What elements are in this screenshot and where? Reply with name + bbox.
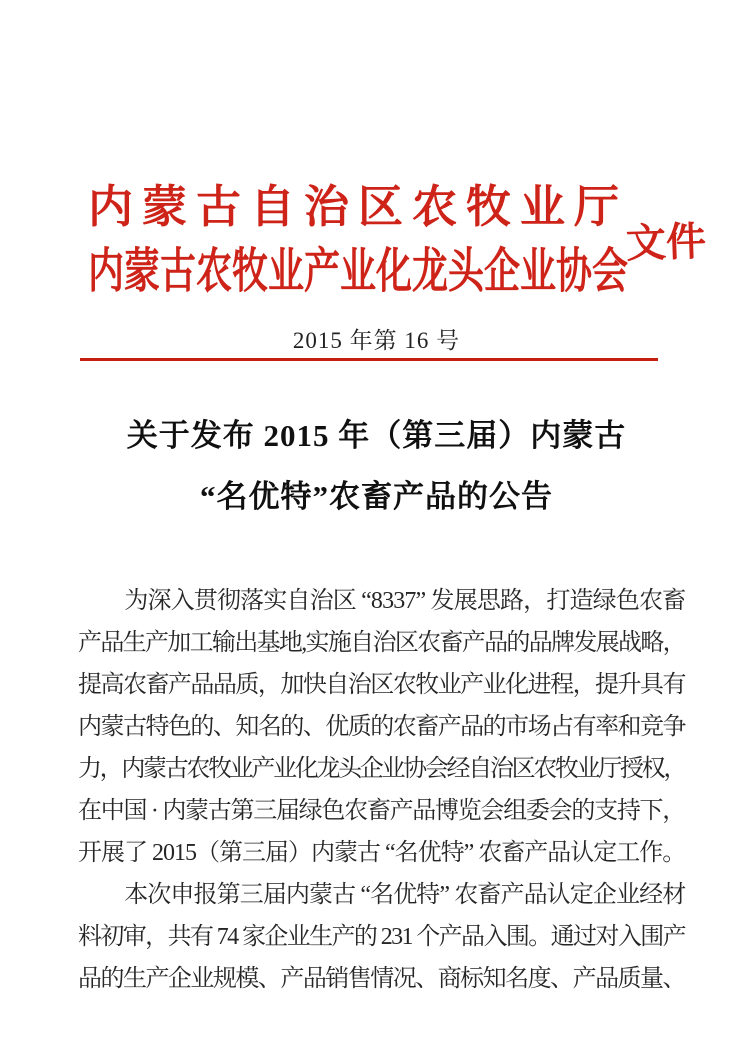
body-text-line: 品的生产企业规模、产品销售情况、商标知名度、产品质量、 xyxy=(78,966,685,992)
body-text-line: 力，内蒙古农牧业产业化龙头企业协会经自治区农牧业厅授权， xyxy=(78,756,685,782)
issuer-name-line2: 内蒙古农牧业产业化龙头企业协会 xyxy=(88,245,629,298)
body-text-line: 料初审，共有 74 家企业生产的 231 个产品入围。通过对入围产 xyxy=(78,924,685,950)
body-text-block xyxy=(78,580,685,1000)
body-text-line: 开展了 2015（第三届）内蒙古 “名优特” 农畜产品认定工作。 xyxy=(78,840,686,866)
red-divider-line xyxy=(80,358,658,361)
document-title-line1: 关于发布 2015 年（第三届）内蒙古 xyxy=(126,418,627,453)
body-text-line: 提高农畜产品品质，加快自治区农牧业产业化进程，提升具有 xyxy=(78,672,685,698)
body-text-line: 在中国 · 内蒙古第三届绿色农畜产品博览会组委会的支持下， xyxy=(78,798,685,824)
document-title-line2: “名优特”农畜产品的公告 xyxy=(200,479,553,514)
document-number: 2015 年第 16 号 xyxy=(292,328,461,353)
body-text-line: 为深入贯彻落实自治区 “8337” 发展思路，打造绿色农畜 xyxy=(78,588,686,614)
body-text-line: 内蒙古特色的、知名的、优质的农畜产品的市场占有率和竞争 xyxy=(78,714,685,740)
body-text-line: 本次申报第三届内蒙古 “名优特” 农畜产品认定企业经材 xyxy=(78,882,686,908)
body-text-line: 产品生产加工输出基地,实施自治区农畜产品的品牌发展战略， xyxy=(78,630,685,656)
document-type-label: 文件 xyxy=(625,218,707,267)
issuer-name-line1: 内蒙古自治区农牧业厅 xyxy=(88,182,629,232)
